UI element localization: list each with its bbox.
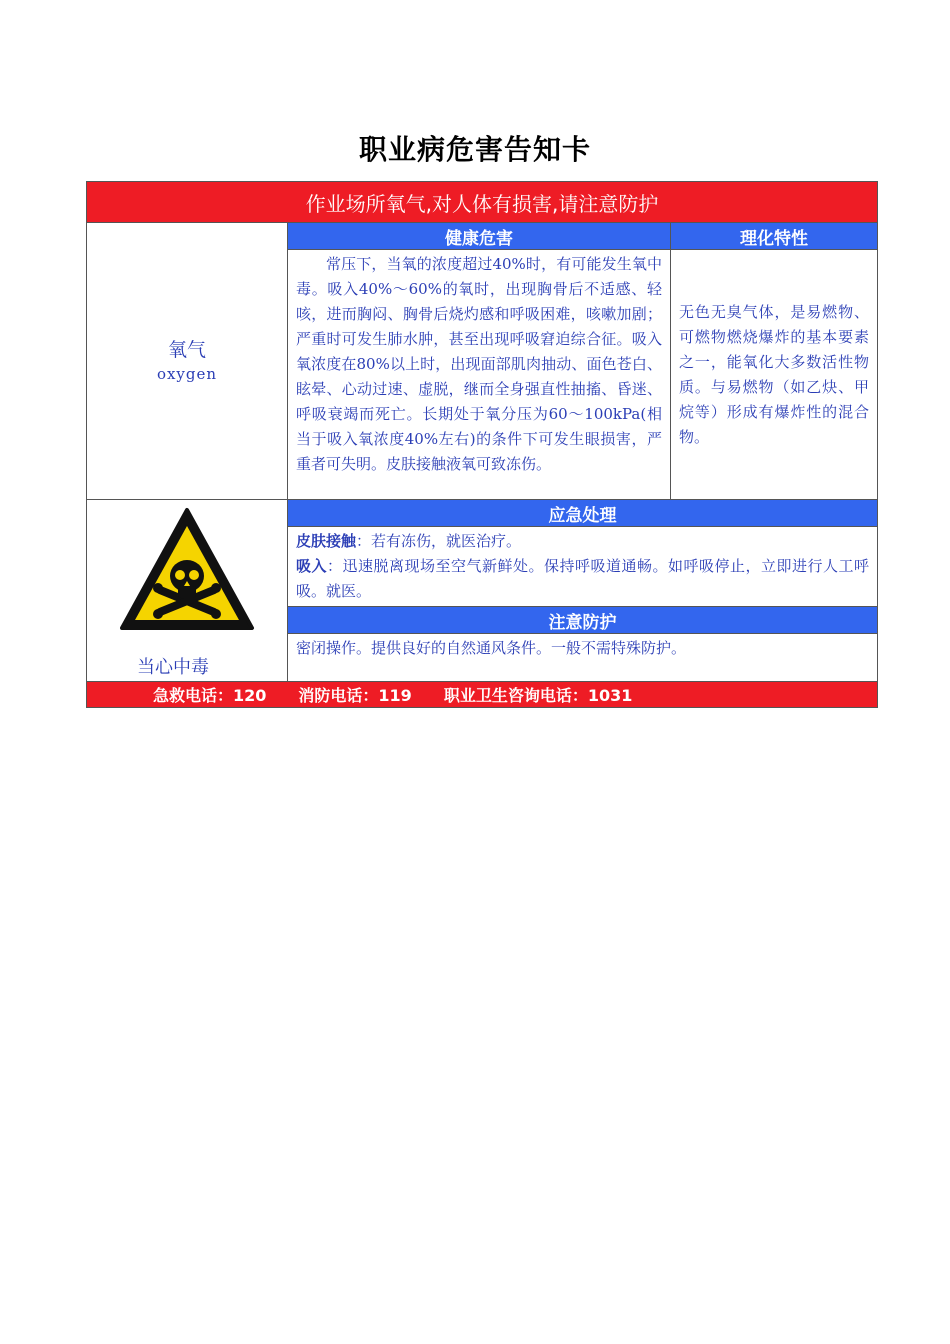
protection-text: 密闭操作。提供良好的自然通风条件。一般不需特殊防护。: [296, 639, 687, 657]
fire-phone: 消防电话：119: [298, 686, 412, 705]
emergency-inhale-text: ：迅速脱离现场至空气新鲜处。保持呼吸道通畅。如呼吸停止，立即进行人工呼吸。就医。: [296, 557, 869, 600]
warning-sign-label: 当心中毒: [137, 657, 209, 678]
emergency-text-cell: [288, 527, 878, 607]
consult-phone: 职业卫生咨询电话：1031: [443, 686, 633, 705]
hazard-banner: 作业场所氧气,对人体有损害,请注意防护: [87, 182, 878, 223]
emergency-header: 应急处理: [288, 500, 878, 527]
emergency-inhale: [296, 554, 869, 604]
properties-text-cell: [671, 250, 878, 500]
health-hazard-text-cell: [288, 250, 671, 500]
protection-header: 注意防护: [288, 607, 878, 634]
health-hazard-header: 健康危害: [288, 223, 671, 250]
hazard-notice-card: [86, 181, 878, 708]
health-hazard-text: 常压下，当氧的浓度超过40%时，有可能发生氧中毒。吸入40%～60%的氧时，出现胸骨后不适感、轻咳，进而胸闷、胸骨后烧灼感和呼吸困难，咳嗽加剧；严重时可发生肺水肿，甚至出现呼吸窘迫综合征。吸入氧浓度在80%以上时，出现面部肌肉抽动、面色苍白、眩晕、心动过速、虚脱，继而全身强直性抽搐、昏迷、呼吸衰竭而死亡。长期处于氧分压为60～100kPa(相当于吸入氧浓度40%左右)的条件下可发生眼损害，严重者可失明。皮肤接触液氧可致冻伤。: [296, 255, 662, 473]
emergency-phone-footer: [87, 682, 878, 708]
skull-crossbones-warning-icon: [118, 506, 256, 632]
properties-header: 理化特性: [671, 223, 878, 250]
warning-sign-cell: [87, 500, 288, 682]
emergency-skin: [296, 529, 869, 554]
page-title: 职业病危害告知卡: [358, 133, 591, 166]
first-aid-phone: 急救电话：120: [153, 686, 267, 705]
emergency-inhale-label: 吸入: [296, 557, 327, 575]
emergency-skin-text: ：若有冻伤，就医治疗。: [356, 532, 522, 550]
substance-name-cell: [87, 223, 288, 500]
substance-name-en: oxygen: [156, 365, 218, 383]
protection-text-cell: [288, 634, 878, 682]
properties-text: 无色无臭气体，是易燃物、可燃物燃烧爆炸的基本要素之一，能氧化大多数活性物质。与易燃物（如乙炔、甲烷等）形成有爆炸性的混合物。: [679, 302, 869, 446]
emergency-skin-label: 皮肤接触: [296, 532, 357, 550]
substance-name-cn: 氧气: [167, 339, 206, 361]
